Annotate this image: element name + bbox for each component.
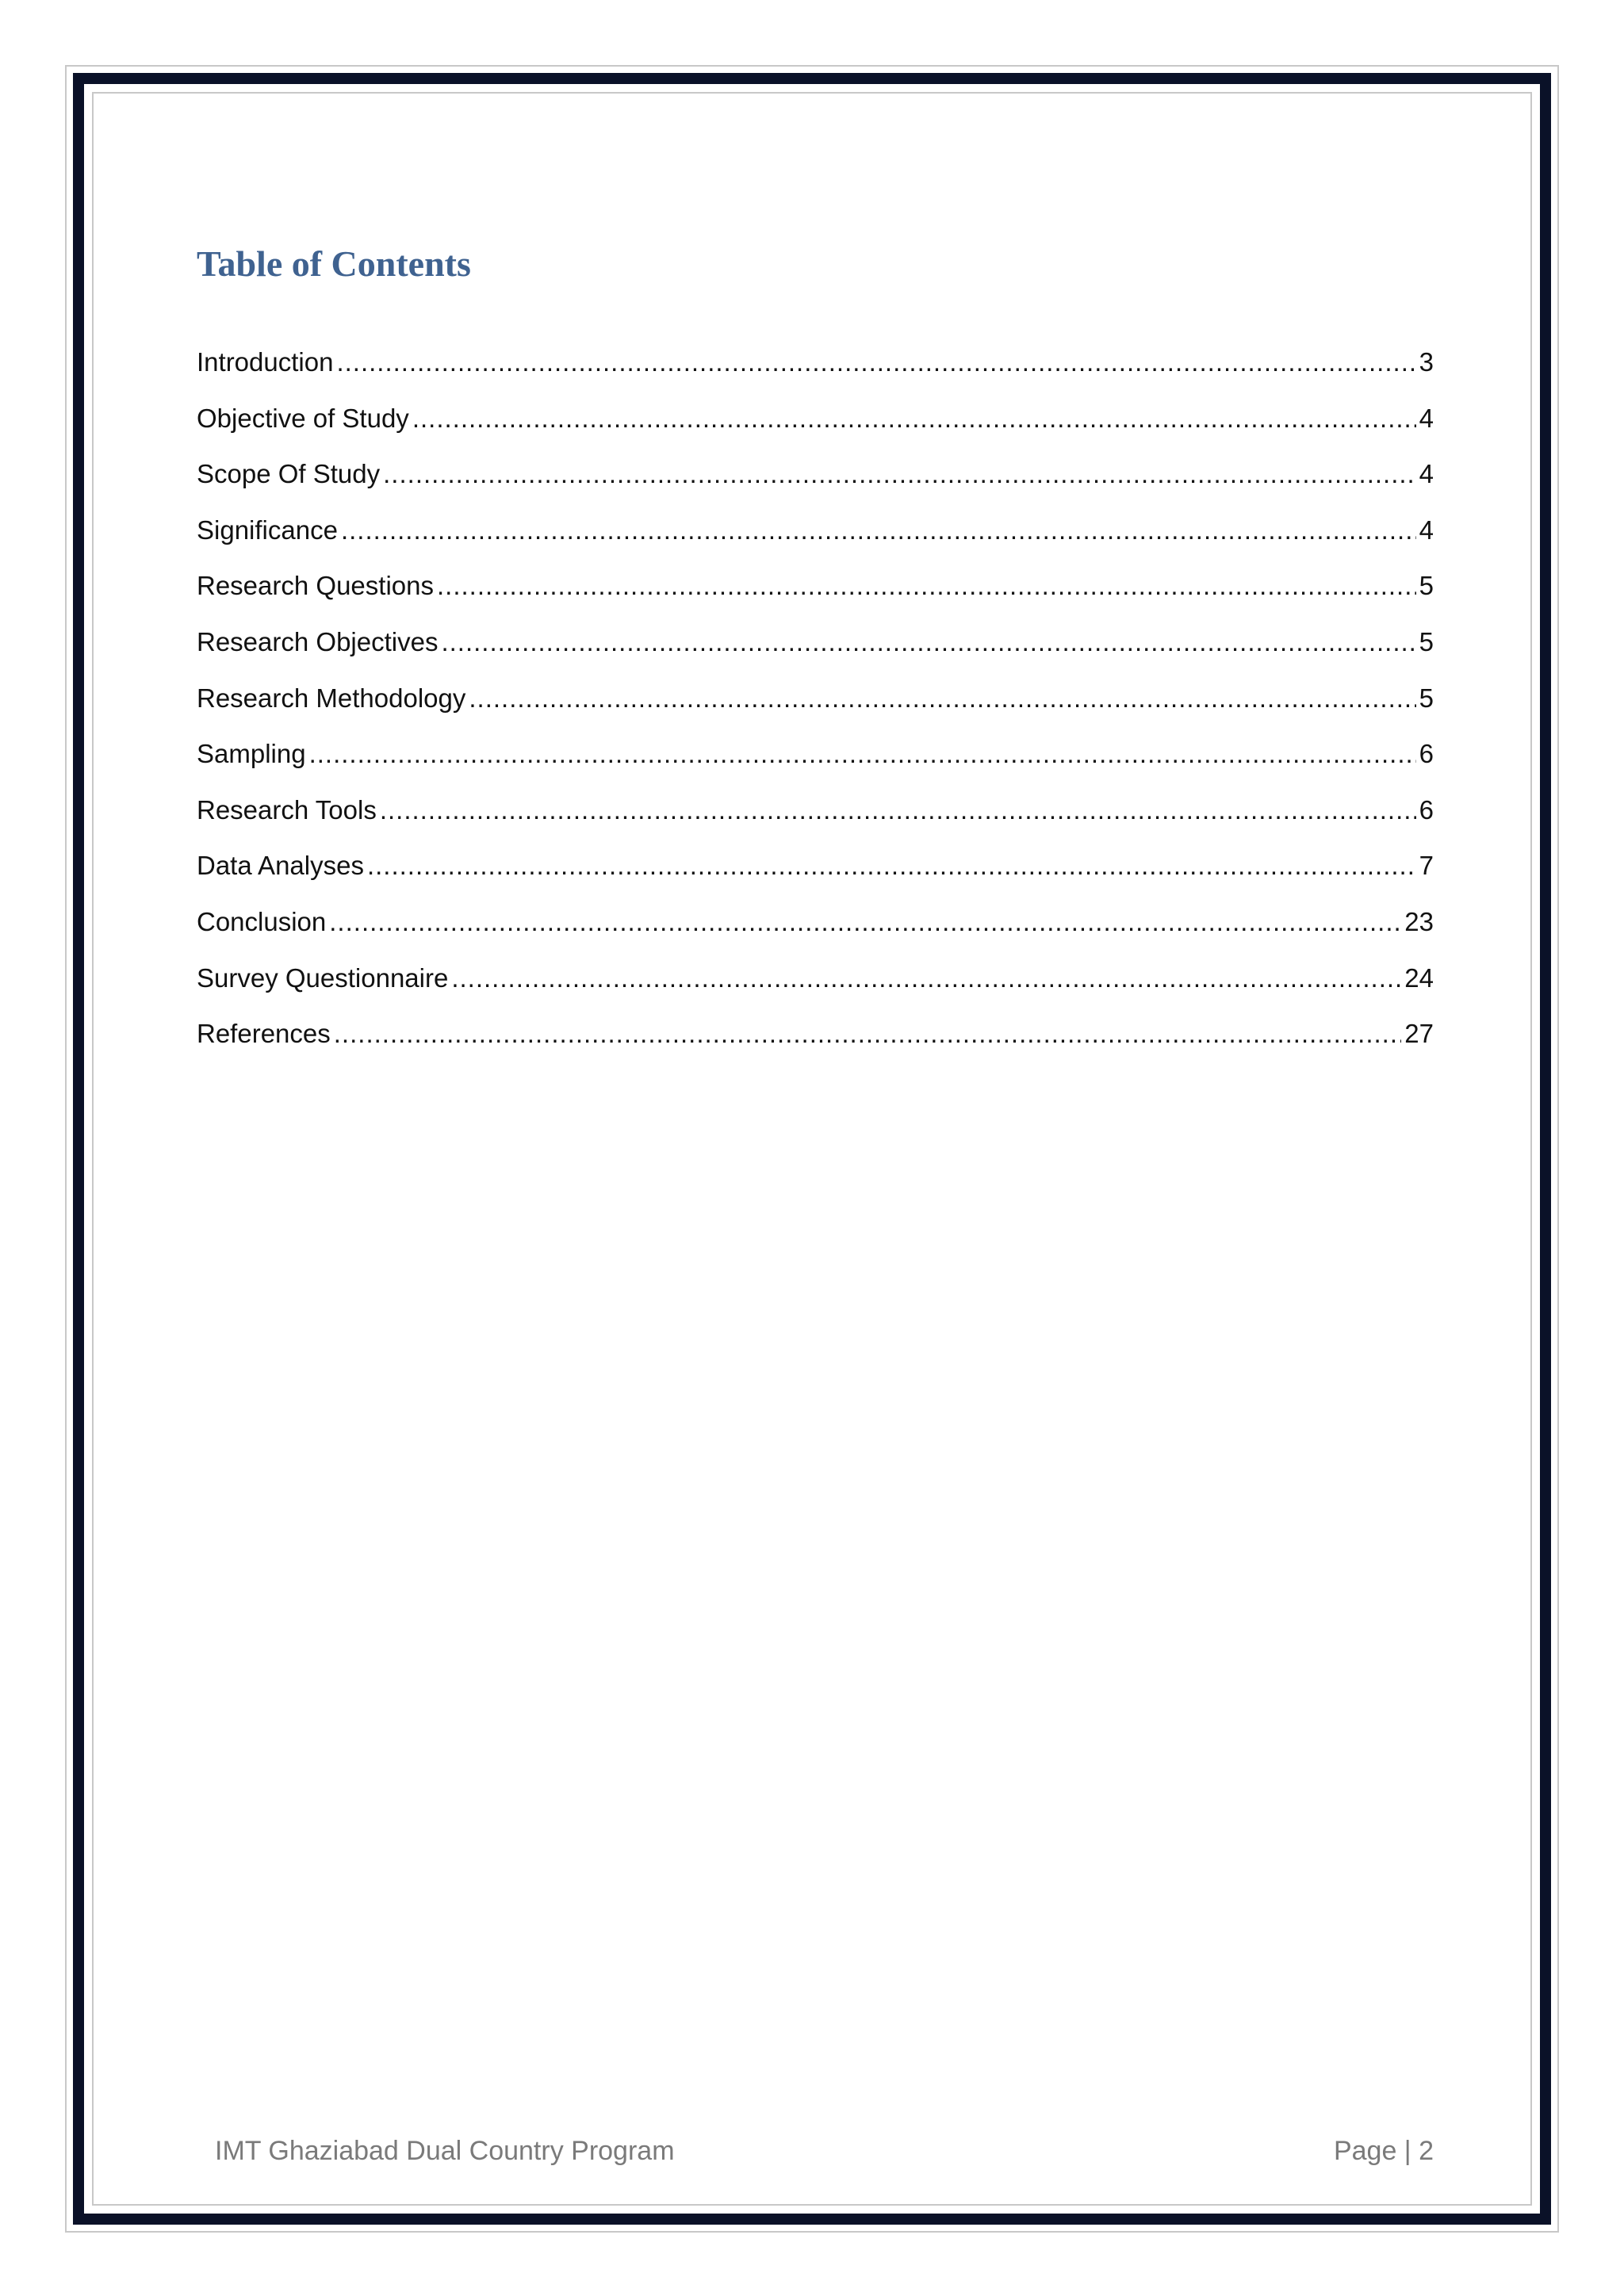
toc-entry-research-methodology[interactable]	[197, 683, 1434, 740]
toc-list	[197, 347, 1434, 1075]
toc-dot-leader	[383, 459, 1416, 489]
toc-entry-title: Significance	[197, 515, 338, 545]
toc-dot-leader	[309, 739, 1416, 769]
toc-entry-objective-of-study[interactable]	[197, 404, 1434, 460]
toc-entry-page: 4	[1419, 515, 1434, 545]
toc-entry-title: Scope Of Study	[197, 459, 381, 489]
toc-dot-leader	[380, 795, 1416, 825]
toc-entry-conclusion[interactable]	[197, 907, 1434, 963]
toc-entry-page: 4	[1419, 459, 1434, 489]
toc-dot-leader	[334, 1019, 1402, 1049]
toc-entry-research-tools[interactable]	[197, 795, 1434, 851]
toc-entry-title: Research Objectives	[197, 626, 439, 656]
toc-entry-research-questions[interactable]	[197, 571, 1434, 627]
toc-entry-page: 5	[1419, 571, 1434, 601]
toc-heading: Table of Contents	[197, 243, 471, 284]
toc-entry-title: Conclusion	[197, 906, 327, 936]
toc-entry-page: 3	[1419, 347, 1434, 377]
toc-entry-title: Research Questions	[197, 571, 434, 601]
toc-dot-leader	[437, 571, 1416, 601]
toc-entry-page: 24	[1404, 962, 1434, 993]
toc-entry-title: Objective of Study	[197, 403, 409, 433]
footer-program-name: IMT Ghaziabad Dual Country Program	[215, 2136, 675, 2166]
toc-dot-leader	[451, 963, 1401, 993]
toc-entry-page: 6	[1419, 794, 1434, 825]
toc-entry-research-objectives[interactable]	[197, 627, 1434, 683]
toc-entry-introduction[interactable]	[197, 347, 1434, 404]
toc-entry-title: Introduction	[197, 347, 334, 377]
toc-dot-leader	[367, 851, 1416, 881]
toc-entry-page: 23	[1404, 906, 1434, 936]
toc-dot-leader	[441, 627, 1415, 657]
toc-entry-sampling[interactable]	[197, 739, 1434, 795]
toc-dot-leader	[336, 347, 1415, 377]
toc-entry-references[interactable]	[197, 1019, 1434, 1075]
toc-entry-title: References	[197, 1019, 331, 1049]
toc-entry-page: 4	[1419, 403, 1434, 433]
toc-entry-scope-of-study[interactable]	[197, 459, 1434, 515]
toc-entry-page: 7	[1419, 851, 1434, 881]
toc-entry-title: Sampling	[197, 739, 306, 769]
toc-entry-title: Research Methodology	[197, 683, 466, 713]
toc-entry-title: Research Tools	[197, 794, 377, 825]
footer-page-number: Page | 2	[1333, 2136, 1434, 2166]
toc-entry-data-analyses[interactable]	[197, 851, 1434, 907]
toc-dot-leader	[469, 683, 1415, 714]
toc-entry-title: Data Analyses	[197, 851, 364, 881]
toc-dot-leader	[412, 404, 1416, 434]
toc-entry-significance[interactable]	[197, 515, 1434, 572]
toc-dot-leader	[329, 907, 1401, 937]
toc-dot-leader	[341, 515, 1416, 545]
toc-entry-page: 5	[1419, 683, 1434, 713]
toc-entry-page: 27	[1404, 1019, 1434, 1049]
toc-entry-survey-questionnaire[interactable]	[197, 963, 1434, 1020]
toc-entry-page: 5	[1419, 626, 1434, 656]
toc-entry-title: Survey Questionnaire	[197, 962, 449, 993]
toc-entry-page: 6	[1419, 739, 1434, 769]
